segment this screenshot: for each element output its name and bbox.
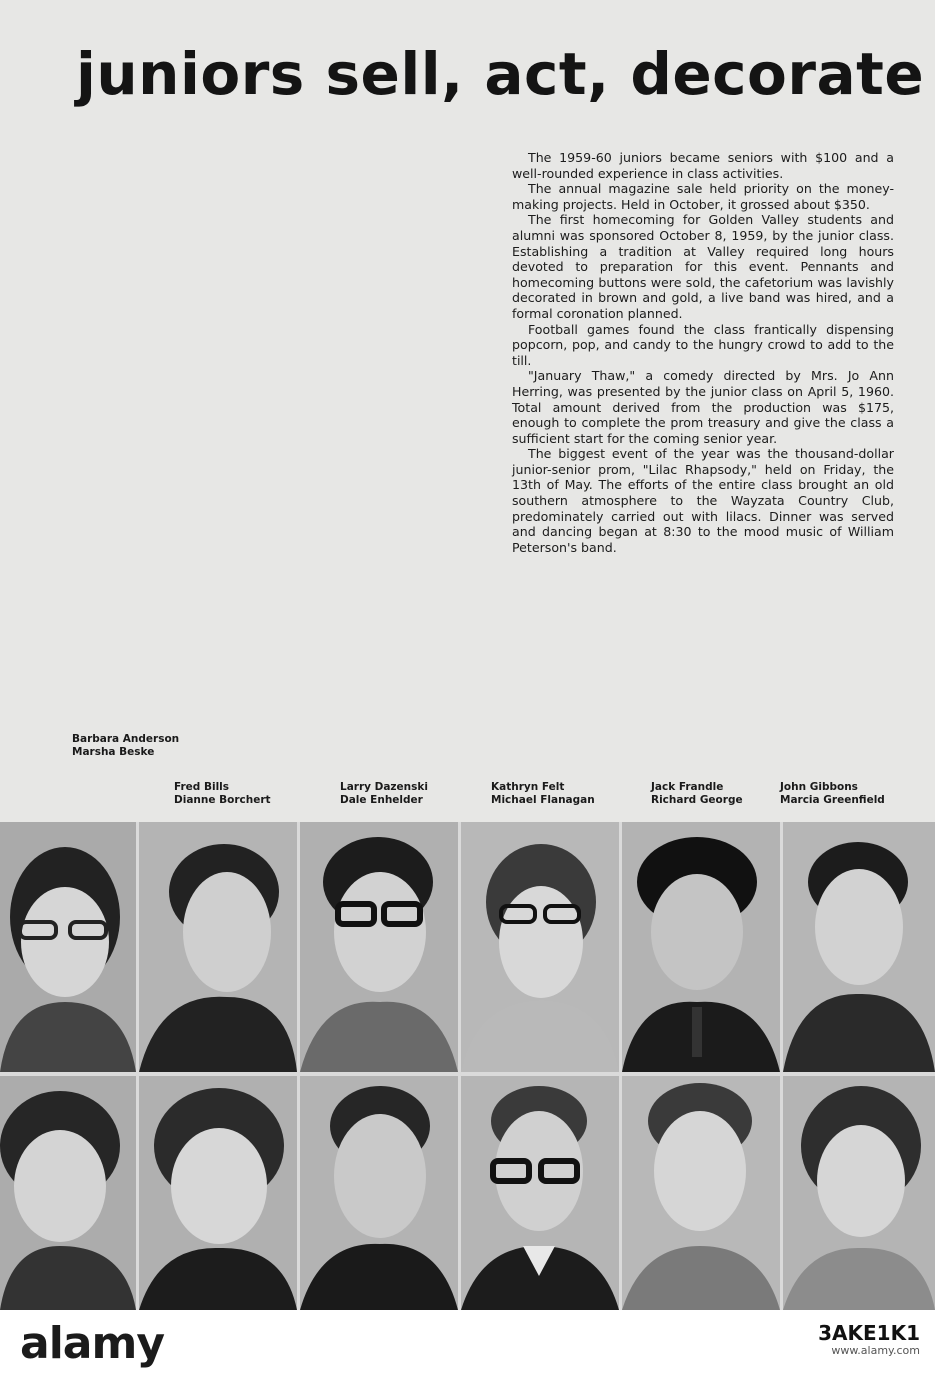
- student-portrait: [300, 1076, 458, 1310]
- article-paragraph: The 1959-60 juniors became seniors with $100 and a well-rounded experience in class activities.: [512, 150, 894, 181]
- student-name: Dale Enhelder: [340, 794, 423, 806]
- student-portrait: [0, 822, 136, 1072]
- caption-names: [340, 781, 428, 807]
- student-name: Marcia Greenfield: [780, 794, 885, 806]
- article-paragraph: "January Thaw," a comedy directed by Mrs. Jo Ann Herring, was presented by the junior class on April 5, 1960. Total amount derived from the production was $175, enough to complete the prom treasury and give the class a sufficient start for the coming senior year.: [512, 368, 894, 446]
- site-url: www.alamy.com: [831, 1344, 920, 1357]
- caption-names: [491, 781, 595, 807]
- student-portrait: [622, 822, 780, 1072]
- student-name: Barbara Anderson: [72, 733, 180, 745]
- student-portrait: [622, 1076, 780, 1310]
- student-name: Larry Dazenski: [340, 781, 428, 793]
- student-portrait: [139, 1076, 297, 1310]
- student-portrait: [783, 1076, 935, 1310]
- page-title: juniors sell, act, decorate: [76, 40, 925, 108]
- caption-names: [780, 781, 885, 807]
- portrait-grid: [0, 822, 935, 1310]
- student-name: Michael Flanagan: [491, 794, 595, 806]
- article-paragraph: The biggest event of the year was the thousand-dollar junior-senior prom, "Lilac Rhapsody," held on Friday, the 13th of May. The efforts of the entire class brought an old southern atmosphere to the Wayzata Country Club, predominately carried out with lilacs. Dinner was served and dancing began at 8:30 to the mood music of William Peterson's band.: [512, 446, 894, 555]
- student-name: Kathryn Felt: [491, 781, 565, 793]
- student-name: Fred Bills: [174, 781, 230, 793]
- article-paragraph: The first homecoming for Golden Valley students and alumni was sponsored October 8, 1959, by the junior class. Establishing a tradition at Valley required long hours devoted to preparation for this event. Pennants and homecoming buttons were sold, the cafetorium was lavishly decorated in brown and gold, a live band was hired, and a formal coronation planned.: [512, 212, 894, 321]
- student-portrait: [783, 822, 935, 1072]
- student-portrait: [461, 822, 619, 1072]
- image-id: 3AKE1K1: [818, 1321, 920, 1345]
- student-portrait: [461, 1076, 619, 1310]
- student-portrait: [139, 822, 297, 1072]
- caption-names: [72, 733, 179, 759]
- caption-names: [174, 781, 271, 807]
- alamy-logo: alamy: [20, 1318, 164, 1369]
- student-name: Jack Frandle: [651, 781, 724, 793]
- article-paragraph: The annual magazine sale held priority on the money-making projects. Held in October, it grossed about $350.: [512, 181, 894, 212]
- article-paragraph: Football games found the class frantically dispensing popcorn, pop, and candy to the hungry crowd to add to the till.: [512, 321, 894, 368]
- student-name: Dianne Borchert: [174, 794, 271, 806]
- student-name: Richard George: [651, 794, 743, 806]
- article-text: [512, 150, 894, 555]
- image-info: [560, 1321, 920, 1359]
- student-name: John Gibbons: [780, 781, 858, 793]
- caption-names: [651, 781, 743, 807]
- student-name: Marsha Beske: [72, 746, 155, 758]
- student-portrait: [300, 822, 458, 1072]
- student-portrait: [0, 1076, 136, 1310]
